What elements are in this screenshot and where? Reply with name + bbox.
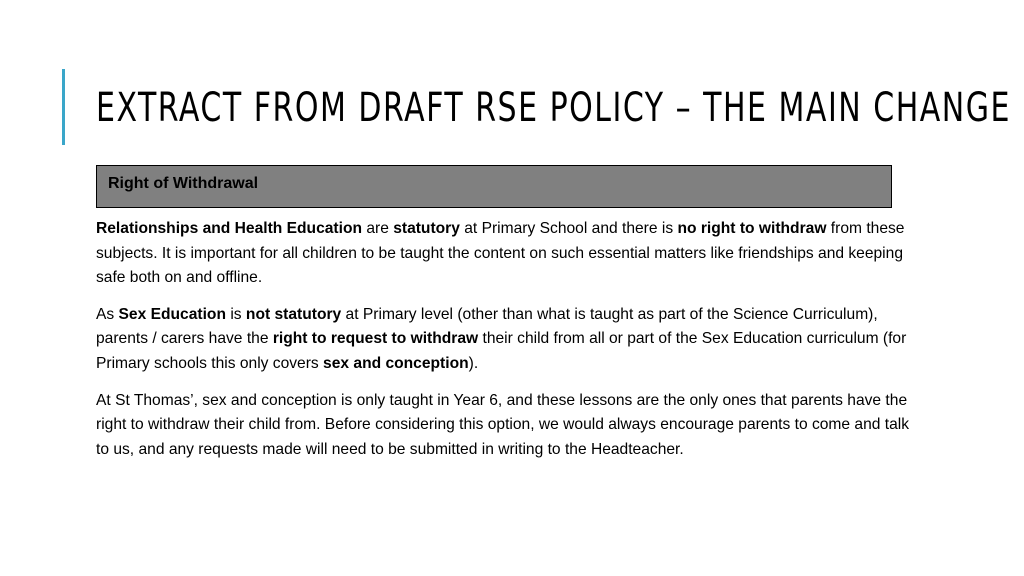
text-span: is [225,305,246,323]
slide-title: EXTRACT FROM DRAFT RSE POLICY – THE MAIN CHANGE [96,85,1011,131]
text-span: at Primary School and there is [459,220,678,237]
policy-body-text [96,217,926,474]
bold-no-right-to-withdraw: no right to withdraw [677,220,827,237]
bold-sex-and-conception: sex and conception [323,354,469,372]
bold-right-to-request: right to request to withdraw [272,330,479,348]
text-span: their child from all or part of the Sex Education curriculum (for Primary schools this only covers [96,330,907,372]
text-span: from these subjects. It is important for all children to be taught the content on such essential matters like friendships and keeping safe both on and offline. [96,220,905,287]
bold-sex-education: Sex Education [118,305,226,323]
text-span: are [362,220,394,237]
text-span: ). [468,354,479,372]
section-heading-box [96,165,892,208]
section-heading: Right of Withdrawal [108,175,259,192]
title-accent-bar [62,69,65,145]
paragraph-sex-education [96,303,926,377]
text-span: At St Thomas’, sex and conception is only taught in Year 6, and these lessons are the only ones that parents have the right to withdraw their child from. Before considering this option, we would always encourage parents to come and talk to us, and any requests made will need to be submitted in writing to the Headteacher. [96,391,910,458]
text-span: As [96,305,119,323]
text-span: at Primary level (other than what is taught as part of the Science Curriculum), parents / carers have the [96,305,878,348]
paragraph-st-thomas [96,389,926,463]
bold-rhe: Relationships and Health Education [96,220,362,237]
bold-statutory: statutory [393,220,460,237]
bold-not-statutory: not statutory [245,305,342,323]
paragraph-withdrawal-rshe [96,217,926,291]
